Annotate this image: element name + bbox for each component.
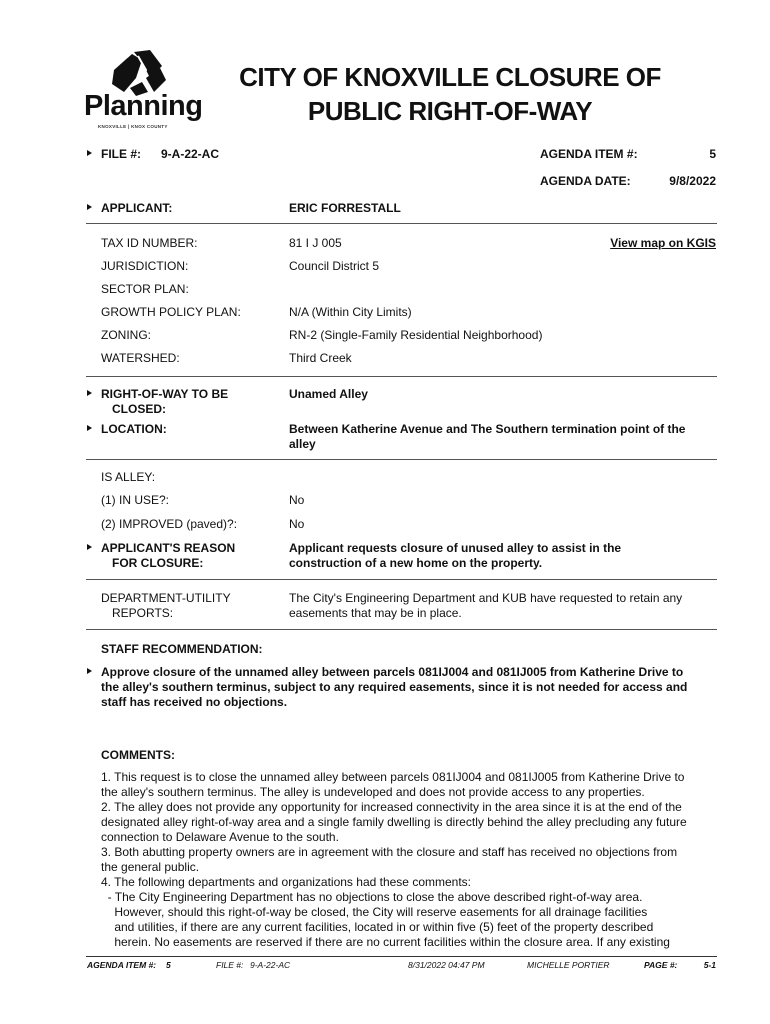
planning-logo-sub: KNOXVILLE | KNOX COUNTY [98, 124, 168, 129]
dept-value-line-1: The City's Engineering Department and KUB have requested to retain any [289, 591, 683, 605]
comment-line: designated alley right-of-way area and a single family dwelling is directly behind the alley precluding any future [101, 815, 687, 829]
zoning-value: RN-2 (Single-Family Residential Neighborhood) [289, 328, 543, 342]
comment-line: herein. No easements are reserved if there are no current facilities within the closure area. If any existing [101, 935, 670, 949]
footer-agenda-label: AGENDA ITEM #: [87, 960, 157, 970]
staff-rec-line-1: Approve closure of the unnamed alley between parcels 081IJ004 and 081IJ005 from Katherine Drive to [101, 665, 684, 679]
staff-rec-heading: STAFF RECOMMENDATION: [101, 642, 263, 656]
comment-line: and utilities, if there are any current facilities, located in or within five (5) feet of the property described [101, 920, 654, 934]
growth-policy-label: GROWTH POLICY PLAN: [101, 305, 241, 319]
row-label-line-2: CLOSED: [112, 402, 166, 416]
improved-value: No [289, 517, 305, 531]
bullet-icon [87, 425, 92, 431]
comment-line: 4. The following departments and organizations had these comments: [101, 875, 471, 889]
reason-value-line-1: Applicant requests closure of unused alley to assist in the [289, 541, 622, 555]
tax-id-value: 81 I J 005 [289, 236, 342, 250]
divider [86, 459, 717, 460]
location-label: LOCATION: [101, 422, 167, 436]
bullet-icon [87, 204, 92, 210]
agenda-date-value: 9/8/2022 [669, 174, 716, 188]
divider [86, 579, 717, 580]
is-alley-label: IS ALLEY: [101, 470, 156, 484]
jurisdiction-value: Council District 5 [289, 259, 380, 273]
jurisdiction-label: JURISDICTION: [101, 259, 189, 273]
watershed-value: Third Creek [289, 351, 352, 365]
row-value: Unamed Alley [289, 387, 368, 401]
bullet-icon [87, 668, 92, 674]
comment-line: However, should this right-of-way be closed, the City will reserve easements for all drainage facilities [101, 905, 648, 919]
comment-line: 2. The alley does not provide any opportunity for increased connectivity in the area since it is at the end of the [101, 800, 682, 814]
footer-page-value: 5-1 [703, 960, 716, 970]
improved-label: (2) IMPROVED (paved)?: [101, 517, 238, 531]
staff-rec-line-3: staff has received no objections. [101, 695, 288, 709]
row-label-line-1: RIGHT-OF-WAY TO BE [101, 387, 229, 401]
dept-label-line-1: DEPARTMENT-UTILITY [101, 591, 231, 605]
comments-heading: COMMENTS: [101, 748, 175, 762]
planning-logo [84, 48, 203, 134]
location-value-line-1: Between Katherine Avenue and The Southern termination point of the [289, 422, 686, 436]
footer-author: MICHELLE PORTIER [527, 960, 610, 970]
watershed-label: WATERSHED: [101, 351, 180, 365]
sector-plan-label: SECTOR PLAN: [101, 282, 189, 296]
planning-logo-word: Planning [84, 90, 203, 122]
dept-label-line-2: REPORTS: [112, 606, 174, 620]
footer-agenda-value: 5 [166, 960, 171, 970]
page-title-line-1: CITY OF KNOXVILLE CLOSURE OF [239, 62, 661, 92]
comment-line: 3. Both abutting property owners are in agreement with the closure and staff has received no objections from [101, 845, 678, 859]
file-label: FILE #: [101, 147, 142, 161]
divider [86, 629, 717, 630]
staff-rec-line-2: the alley's southern terminus, subject to any required easements, since it is not needed for access and [101, 680, 688, 694]
applicant-value: ERIC FORRESTALL [289, 201, 401, 215]
dept-value-line-2: easements that may be in place. [289, 606, 462, 620]
footer-page-label: PAGE #: [644, 960, 678, 970]
footer-timestamp: 8/31/2022 04:47 PM [408, 960, 485, 970]
reason-value-line-2: construction of a new home on the property. [289, 556, 543, 570]
comment-line: connection to Delaware Avenue to the south. [101, 830, 339, 844]
zoning-label: ZONING: [101, 328, 151, 342]
in-use-value: No [289, 493, 305, 507]
bullet-icon [87, 150, 92, 156]
comments-body [101, 770, 713, 950]
file-value: 9-A-22-AC [161, 147, 220, 161]
agenda-item-value: 5 [709, 147, 716, 161]
agenda-item-label: AGENDA ITEM #: [540, 147, 638, 161]
comment-line: the general public. [101, 860, 200, 874]
divider [86, 376, 717, 377]
comment-line: the alley's southern terminus. The alley is undeveloped and does not provide access to any properties. [101, 785, 645, 799]
agenda-date-label: AGENDA DATE: [540, 174, 631, 188]
footer-file-value: 9-A-22-AC [250, 960, 291, 970]
divider [86, 223, 717, 224]
comment-line: - The City Engineering Department has no objections to close the above described right-of-way area. [101, 890, 643, 904]
location-value-line-2: alley [289, 437, 316, 451]
footer-file-label: FILE #: [216, 960, 244, 970]
growth-policy-value: N/A (Within City Limits) [289, 305, 412, 319]
tax-id-label: TAX ID NUMBER: [101, 236, 198, 250]
reason-label-line-1: APPLICANT'S REASON [101, 541, 236, 555]
view-map-link[interactable]: View map on KGIS [610, 236, 716, 250]
applicant-label: APPLICANT: [101, 201, 173, 215]
page-title-line-2: PUBLIC RIGHT-OF-WAY [307, 96, 593, 126]
bullet-icon [87, 544, 92, 550]
footer-rule [86, 956, 717, 957]
bullet-icon [87, 390, 92, 396]
comment-line: 1. This request is to close the unnamed alley between parcels 081IJ004 and 081IJ005 from Katherine Drive to [101, 770, 685, 784]
in-use-label: (1) IN USE?: [101, 493, 170, 507]
reason-label-line-2: FOR CLOSURE: [112, 556, 204, 570]
